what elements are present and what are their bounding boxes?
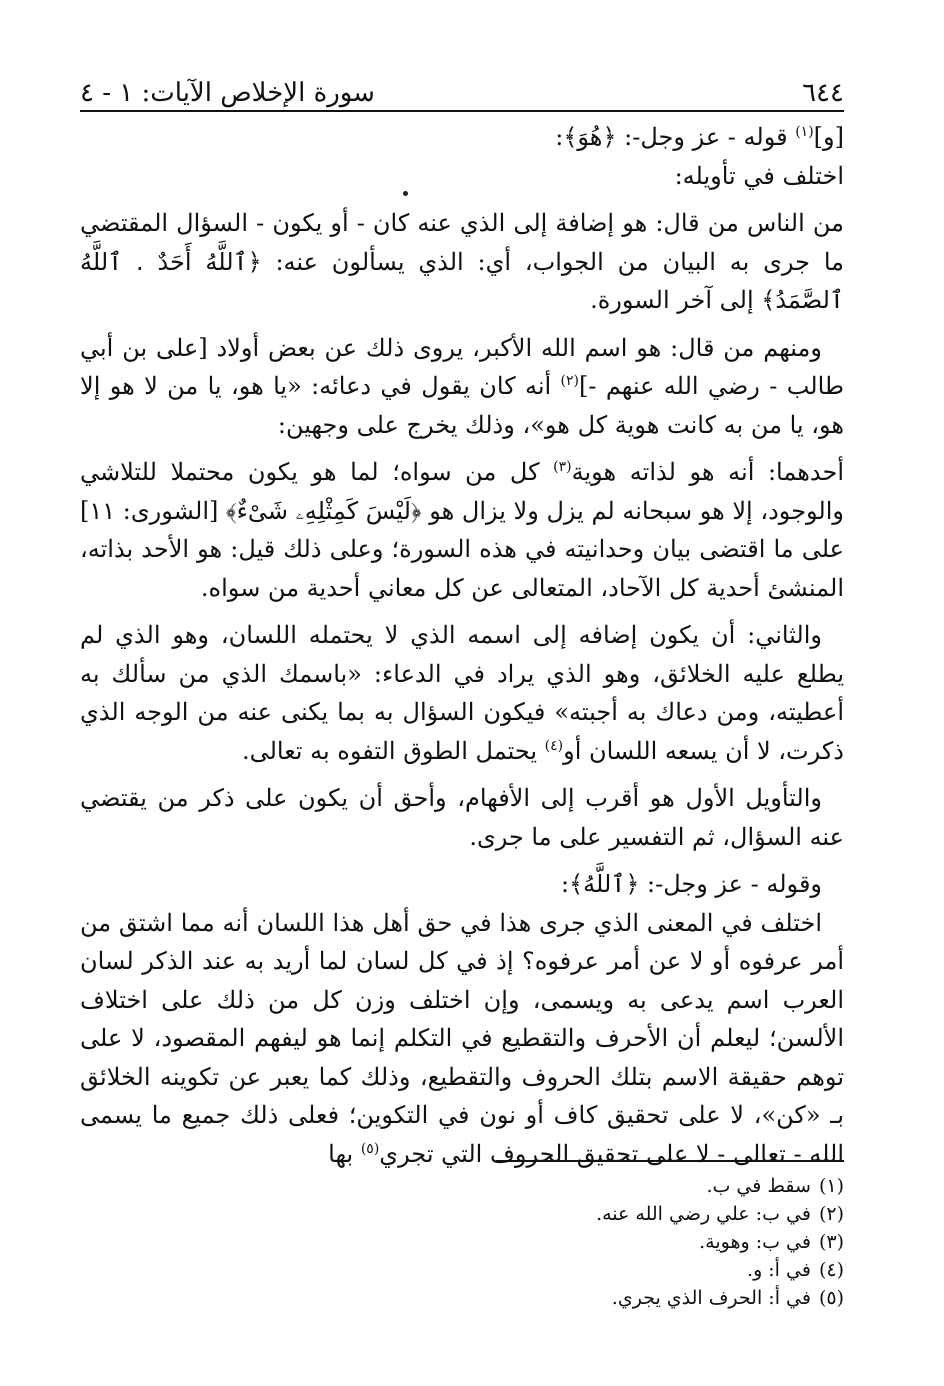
footnote-number: (١): [818, 1175, 844, 1197]
footnote: [596, 1256, 844, 1284]
section-heading-allah: [80, 865, 844, 904]
text-span: ومنهم من قال: هو اسم الله الأكبر، يروى ذلك عن بعض أولاد [على بن أبي طالب - رضي الله عنهم -]: [80, 333, 844, 400]
text-span: أنه كان يقول في دعائه: «يا هو، يا من لا هو إلا هو، يا من به كانت هوية كل هو»، وذلك يخرج على وجهين:: [80, 372, 844, 439]
footnote: [596, 1172, 844, 1200]
footnote-text: في ب: علي رضي الله عنه.: [596, 1203, 811, 1225]
quran-quote: ﴿ٱللَّهُ﴾: [569, 870, 640, 898]
page-title: سورة الإخلاص الآيات: ١ - ٤: [80, 78, 375, 108]
paragraph: اختلف في تأويله:: [674, 161, 844, 190]
quran-quote: ﴿هُوَ﴾: [563, 123, 617, 151]
text-span: [الشورى: ١١] على ما اقتضى بيان وحدانيته في هذه السورة؛ وعلى ذلك قيل: هو الأحد بذاته، المنشئ أحدية كل الآحاد، المتعالى عن كل معاني أحدية من سواه.: [79, 496, 844, 602]
text-span: وقوله - عز وجل-:: [639, 870, 822, 898]
footnotes: [596, 1172, 844, 1312]
text-span: بها: [328, 1139, 361, 1168]
text-span: اختلف في المعنى الذي جرى هذا في حق أهل هذا اللسان أنه مما اشتق من أمر عرفوه أو لا عن أمر عرفوه؟ إذ في كل لسان لما أريد به عند الذكر لسان العرب اسم يدعى به ويسمى، وإن اختلف وزن كل من ذلك على اختلاف الألسن؛ ليعلم أن الأحرف والتقطيع في التكلم إنما هو ليفهم المقصود، لا على توهم حقيقة الاسم بتلك الحروف والتقطيع، وذلك كما يعبر عن تكوينه الخلائق بـ «كن»، لا على تحقيق كاف أو نون في التكوين؛ فعلى ذلك جميع ما يسمى الله - تعالى - لا على تحقيق الحروف التي تجري: [80, 908, 844, 1168]
paragraph: والتأويل الأول هو أقرب إلى الأفهام، وأحق أن يكون على ذكر من يقتضي عنه السؤال، ثم التفسير على ما جرى.: [80, 784, 844, 851]
footnote-text: في أ: الحرف الذي يجري.: [611, 1287, 811, 1309]
footnote-ref-5: (٥): [360, 1140, 380, 1157]
footnote-number: (٢): [818, 1203, 844, 1225]
text-span: :: [555, 123, 564, 151]
paragraph: [80, 204, 844, 320]
text-span: [و]: [813, 123, 844, 151]
paragraph: [80, 329, 844, 445]
footnote: [596, 1284, 844, 1312]
text-span: يحتمل الطوق التفوه به تعالى.: [241, 736, 545, 765]
footnote-ref-4: (٤): [544, 737, 564, 754]
footnote: [596, 1228, 844, 1256]
text-span: من الناس من قال: هو إضافة إلى الذي عنه كان - أو يكون - السؤال المقتضي ما جرى به البيان من الجواب، أي: الذي يسألون عنه:: [80, 209, 844, 276]
footnote: [596, 1200, 844, 1228]
paragraph: [80, 616, 844, 770]
footnote-ref-3: (٣): [553, 459, 572, 475]
paragraph: [80, 904, 844, 1174]
quran-quote: ﴿لَيْسَ كَمِثْلِهِۦ شَىْءٌ﴾: [226, 496, 422, 525]
running-head: [80, 68, 844, 108]
footnote-ref-2: (٢): [560, 373, 580, 389]
footnote-text: في ب: وهوية.: [699, 1231, 811, 1253]
footnote-text: في أ: و.: [747, 1259, 811, 1281]
text-span: قوله - عز وجل-:: [616, 123, 796, 151]
text-span: كل من سواه؛ لما هو يكون محتملا للتلاشي والوجود، إلا هو سبحانه لم يزل ولا يزال هو: [80, 458, 844, 525]
quran-quote: ﴿ٱللَّهُ أَحَدٌ . ٱللَّهُ ٱلصَّمَدُ﴾: [80, 247, 844, 314]
header-divider: [80, 110, 844, 112]
footnote-number: (٥): [818, 1287, 844, 1309]
footnote-number: (٣): [818, 1231, 844, 1253]
footnote-text: سقط في ب.: [706, 1175, 811, 1197]
page-number: ٦٤٤: [802, 78, 844, 108]
text-span: أحدهما: أنه هو لذاته هوية: [571, 458, 844, 486]
text-span: والثاني: أن يكون إضافه إلى اسمه الذي لا يحتمله اللسان، وهو الذي لم يطلع عليه الخلائق، وهو الذي يراد في الدعاء: «باسمك الذي من سألك به أعطيته، ومن دعاك به أجبته» فيكون السؤال به بما يكنى عنه من الوجه الذي ذكرت، لا أن يسعه اللسان أو: [80, 621, 844, 765]
text-span: إلى آخر السورة.: [590, 286, 762, 314]
main-text: [80, 118, 844, 1182]
section-heading-huwa: [80, 118, 844, 157]
footnote-number: (٤): [818, 1259, 844, 1281]
footnote-ref-1: (١): [795, 124, 814, 140]
paragraph: [80, 453, 844, 607]
footnote-divider: [496, 1160, 844, 1162]
text-span: :: [560, 870, 570, 898]
